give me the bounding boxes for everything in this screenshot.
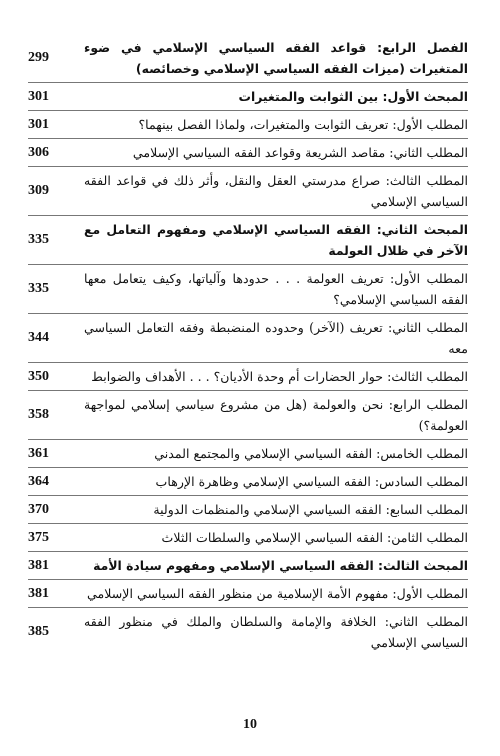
toc-page-number: 375 (28, 529, 49, 545)
toc-page-number: 350 (28, 368, 49, 384)
toc-row (28, 468, 468, 496)
toc-entry-title: المطلب السابع: الفقه السياسي الإسلامي والمنظمات الدولية (153, 502, 468, 517)
toc-row (28, 552, 468, 580)
toc-entry-title: المطلب الثاني: الخلافة والإمامة والسلطان والملك في منظور الفقه السياسي الإسلامي (84, 614, 468, 650)
toc-entry-title: المطلب الثاني: تعريف (الآخر) وحدوده المنضبطة وفقه التعامل السياسي معه (84, 320, 468, 356)
toc-entry-title: المطلب الأول: تعريف العولمة . . . حدودها وآلياتها، وكيف يتعامل معها الفقه السياسي الإسلامي؟ (84, 271, 468, 307)
toc-heading-title: المبحث الثاني: الفقه السياسي الإسلامي ومفهوم التعامل مع الآخر في ظلال العولمة (84, 222, 468, 258)
toc-entry-title: المطلب الرابع: نحن والعولمة (هل من مشروع سياسي إسلامي لمواجهة العولمة؟) (84, 397, 468, 433)
toc-page-number: 306 (28, 144, 49, 160)
toc-row (28, 391, 468, 440)
toc-row (28, 580, 468, 608)
toc-page-number: 381 (28, 557, 49, 573)
toc-page-number: 301 (28, 116, 49, 132)
toc-page-number: 385 (28, 624, 49, 639)
toc-page-number: 370 (28, 501, 49, 517)
toc-page-number: 335 (28, 281, 49, 296)
toc-entry-title: المطلب الثالث: حوار الحضارات أم وحدة الأديان؟ . . . الأهداف والضوابط (91, 369, 468, 384)
toc-heading-title: الفصل الرابع: قواعد الفقه السياسي الإسلامي في ضوء المتغيرات (ميزات الفقه السياسي الإسلامي وخصائصه) (84, 40, 468, 76)
toc-page-number: 361 (28, 445, 49, 461)
table-of-contents (28, 34, 468, 656)
toc-row (28, 496, 468, 524)
toc-row (28, 524, 468, 552)
toc-heading-title: المبحث الأول: بين الثوابت والمتغيرات (238, 89, 468, 104)
toc-row (28, 83, 468, 111)
toc-row (28, 139, 468, 167)
toc-row (28, 111, 468, 139)
toc-page-number: 335 (28, 232, 49, 247)
toc-page-number: 309 (28, 183, 49, 198)
toc-entry-title: المطلب الثامن: الفقه السياسي الإسلامي والسلطات الثلاث (161, 530, 468, 545)
toc-entry-title: المطلب الخامس: الفقه السياسي الإسلامي والمجتمع المدني (154, 446, 468, 461)
toc-row (28, 608, 468, 656)
toc-page-number: 299 (28, 50, 49, 65)
toc-page-number: 358 (28, 407, 49, 422)
toc-page-number: 344 (28, 330, 49, 345)
toc-row (28, 440, 468, 468)
toc-entry-title: المطلب الثالث: صراع مدرستي العقل والنقل، وأثر ذلك في قواعد الفقه السياسي الإسلامي (84, 173, 468, 209)
toc-page-number: 301 (28, 88, 49, 104)
toc-entry-title: المطلب السادس: الفقه السياسي الإسلامي وظاهرة الإرهاب (155, 474, 468, 489)
toc-page-number: 364 (28, 473, 49, 489)
toc-row (28, 265, 468, 314)
toc-row (28, 314, 468, 363)
toc-entry-title: المطلب الأول: مفهوم الأمة الإسلامية من منظور الفقه السياسي الإسلامي (87, 586, 468, 601)
toc-row (28, 34, 468, 83)
toc-row (28, 167, 468, 216)
toc-row (28, 216, 468, 265)
toc-heading-title: المبحث الثالث: الفقه السياسي الإسلامي ومفهوم سيادة الأمة (93, 558, 468, 573)
toc-entry-title: المطلب الثاني: مقاصد الشريعة وقواعد الفقه السياسي الإسلامي (132, 145, 468, 160)
toc-page-number: 381 (28, 585, 49, 601)
toc-entry-title: المطلب الأول: تعريف الثوابت والمتغيرات، ولماذا الفصل بينهما؟ (138, 117, 468, 132)
toc-row (28, 363, 468, 391)
page-number: 10 (243, 717, 257, 732)
